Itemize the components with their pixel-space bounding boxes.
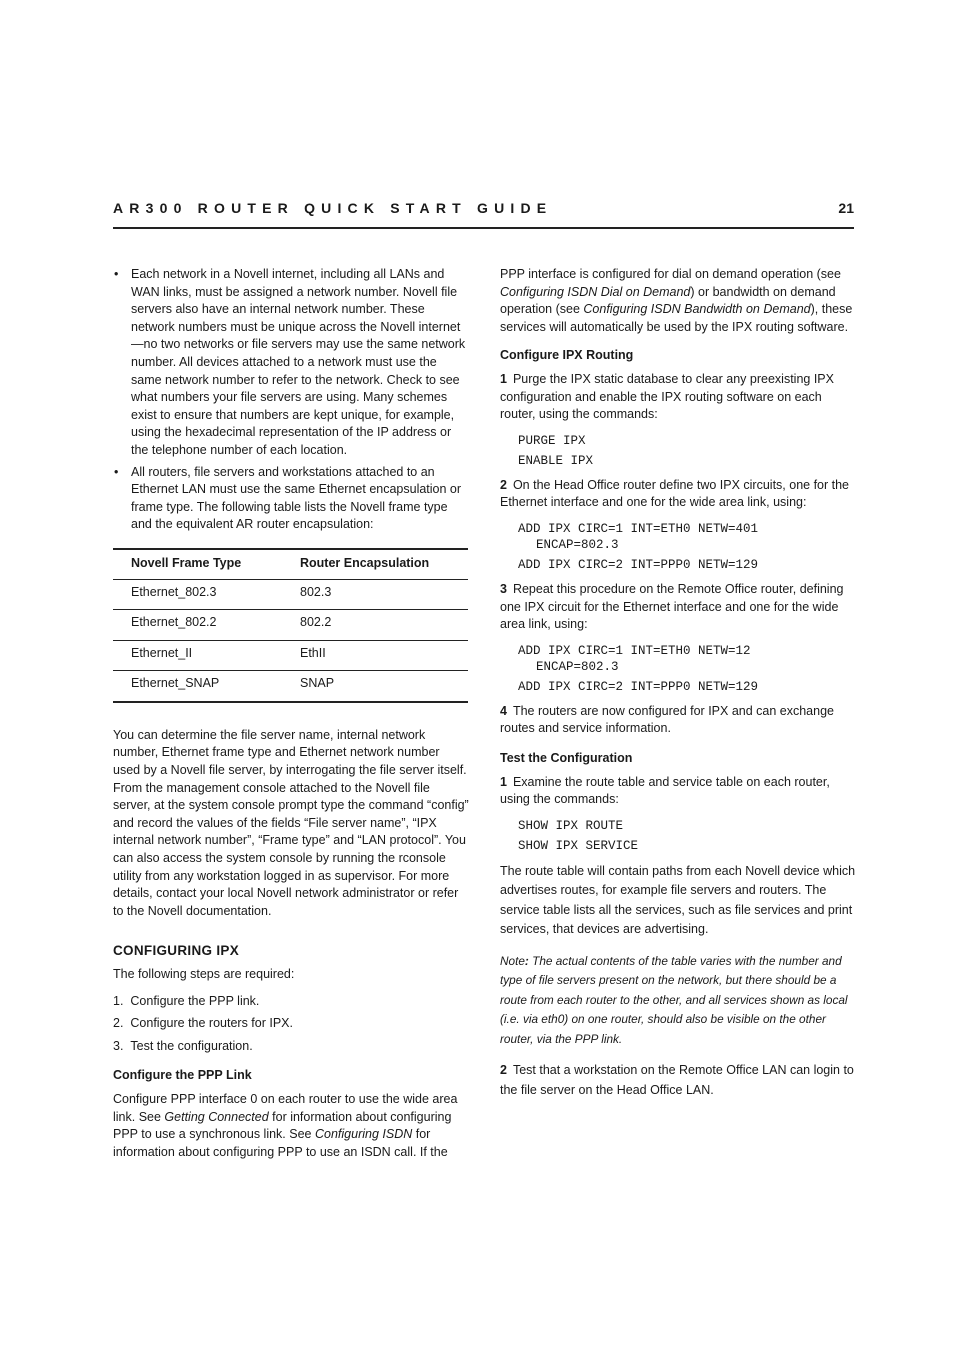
step-number: 3.	[113, 1038, 124, 1053]
step-number: 2.	[113, 1016, 124, 1031]
list-item	[113, 1015, 469, 1033]
cont-text: ) or bandwidth on demand operation (see	[500, 284, 836, 317]
continuation-paragraph	[500, 266, 856, 336]
note-label: Note	[500, 953, 525, 968]
left-column	[113, 266, 469, 1170]
steps-intro: The following steps are required:	[113, 967, 295, 981]
step-text: The routers are now configured for IPX and can exchange routes and service information.	[500, 703, 834, 736]
routing-step-4	[500, 703, 856, 738]
route-table-paragraph: The route table will contain paths from each Novell device which advertises routes, for example file servers and routers. The service table lists all the services, such as file services and print services, that devices are advertising.	[500, 863, 856, 937]
step-text: Test that a workstation on the Remote Office LAN can login to the file server on the Head Office LAN.	[500, 1063, 854, 1097]
step-text: Configure the PPP link.	[130, 993, 260, 1008]
code-line: ADD IPX CIRC=1 INT=ETH0 NETW=12	[518, 643, 751, 658]
step-text: Purge the IPX static database to clear any preexisting IPX configuration and enable the IPX routing software on each router, using the commands:	[500, 371, 834, 422]
table-cell: Ethernet_SNAP	[113, 671, 300, 702]
table-header-row	[113, 549, 468, 579]
table-cell: Ethernet_802.2	[113, 610, 300, 641]
step-number: 2	[500, 1063, 507, 1078]
note-colon: :	[524, 953, 529, 968]
code-block	[518, 643, 856, 695]
ppp-link-heading: Configure the PPP Link	[113, 1068, 252, 1083]
bullet-list	[113, 266, 469, 534]
step-number: 3	[500, 581, 507, 596]
routing-step-3	[500, 581, 856, 634]
determine-paragraph: You can determine the file server name, internal network number, Ethernet frame type and Ethernet network number used by a Novell file server, by interrogating the file server itself. From the management console attached to the Novell file server, at the system console prompt type the command “config” and record the values of the fields “File server name”, “IPX internal network number”, “Frame type” and “LAN protocol”. You can also access the system console by running the rconsole utility from any workstation logged in as supervisor. For more details, contact your local Novell network administrator or refer to the Novell documentation.	[113, 727, 469, 918]
code-line: ENABLE IPX	[518, 453, 594, 468]
code-line: SHOW IPX SERVICE	[518, 838, 639, 853]
ppp-link-paragraph	[113, 1091, 469, 1161]
page-number: 21	[838, 200, 854, 216]
ppp-reference: Configuring ISDN	[314, 1127, 413, 1142]
table-row	[113, 640, 468, 671]
ppp-text: for information about configuring PPP to use a synchronous link. See	[113, 1109, 452, 1142]
cont-reference: Configuring ISDN Dial on Demand	[500, 284, 691, 299]
cont-text: PPP interface is configured for dial on demand operation (see	[500, 267, 841, 281]
bullet-text: Each network in a Novell internet, including all LANs and WAN links, must be assigned a network number. Novell file servers also have an internal network number. These network numbers must be unique across the Novell internet—no two networks or file servers may use the same network number. All devices attached to a network must use the same network number to refer to the network. Check to see what numbers your file servers are using. Many schemes exist to ensure that numbers are kept unique, for example, using the hexadecimal representation of the IP address or the telephone number of each location.	[131, 267, 466, 457]
step-text: Configure the routers for IPX.	[130, 1016, 293, 1031]
code-line: ENCAP=802.3	[536, 659, 619, 674]
section-heading: CONFIGURING IPX	[113, 943, 240, 959]
table-cell: SNAP	[300, 671, 468, 702]
page-header	[113, 199, 854, 229]
bullet-symbol: •	[114, 464, 119, 479]
table-row	[113, 610, 468, 641]
frame-type-table	[113, 548, 468, 703]
step-text: Repeat this procedure on the Remote Office router, defining one IPX circuit for the Ethernet interface and one for the wide area link, using:	[500, 581, 844, 632]
table-cell: Ethernet_802.3	[113, 579, 300, 610]
list-item	[113, 993, 469, 1011]
code-line: ADD IPX CIRC=2 INT=PPP0 NETW=129	[518, 679, 759, 694]
code-block	[518, 521, 856, 573]
table-header-cell: Novell Frame Type	[113, 549, 300, 579]
bullet-item	[113, 464, 469, 534]
note	[500, 952, 856, 1050]
ppp-text: Configure PPP interface 0 on each router to use the wide area link. See	[113, 1091, 458, 1124]
code-line: ADD IPX CIRC=2 INT=PPP0 NETW=129	[518, 557, 759, 572]
bullet-symbol: •	[114, 267, 119, 281]
bullet-text: All routers, file servers and workstations attached to an Ethernet LAN must use the same Ethernet encapsulation or frame type. The following table lists the Novell frame type and the equivalent AR router encapsulation:	[131, 464, 462, 532]
cont-reference: Configuring ISDN Bandwidth on Demand	[583, 302, 811, 317]
ipx-routing-heading: Configure IPX Routing	[500, 348, 634, 363]
ppp-text: for information about configuring PPP to use an ISDN call. If the	[113, 1127, 448, 1159]
table-cell: Ethernet_II	[113, 640, 300, 671]
right-column	[500, 266, 856, 1109]
step-number: 2	[500, 477, 507, 492]
test-step-1	[500, 774, 856, 809]
step-number: 1	[500, 371, 507, 386]
bullet-item	[113, 266, 469, 460]
table-cell: 802.3	[300, 579, 468, 610]
step-number: 1.	[113, 993, 124, 1008]
step-text: Test the configuration.	[130, 1038, 253, 1053]
table-cell: EthII	[300, 640, 468, 671]
table-row	[113, 579, 468, 610]
routing-step-2	[500, 477, 856, 512]
ppp-reference: Getting Connected	[164, 1109, 269, 1124]
test-step-2	[500, 1061, 856, 1100]
list-item	[113, 1038, 469, 1056]
step-number: 4	[500, 703, 507, 718]
code-line: ENCAP=802.3	[536, 537, 619, 552]
code-line: PURGE IPX	[518, 433, 586, 448]
code-line: ADD IPX CIRC=1 INT=ETH0 NETW=401	[518, 521, 759, 536]
table-header-cell: Router Encapsulation	[300, 549, 468, 579]
code-block	[518, 818, 856, 854]
step-number: 1	[500, 774, 507, 789]
steps-list	[113, 993, 469, 1056]
code-line: SHOW IPX ROUTE	[518, 818, 624, 833]
header-title: AR300 ROUTER QUICK START GUIDE	[113, 200, 553, 216]
step-text: Examine the route table and service table on each router, using the commands:	[500, 774, 830, 807]
code-block	[518, 433, 856, 469]
table-cell: 802.2	[300, 610, 468, 641]
note-text: The actual contents of the table varies with the number and type of file servers present on the network, but there should be a route from each router to the other, and all services shown as local (i.e. via eth0) on one router, should also be visible on the other router, via the PPP link.	[500, 953, 848, 1046]
table-row	[113, 671, 468, 702]
test-config-heading: Test the Configuration	[500, 750, 633, 765]
routing-step-1	[500, 371, 856, 424]
cont-text: ), these services will automatically be used by the IPX routing software.	[500, 302, 853, 334]
step-text: On the Head Office router define two IPX circuits, one for the Ethernet interface and one for the wide area link, using:	[500, 477, 850, 510]
